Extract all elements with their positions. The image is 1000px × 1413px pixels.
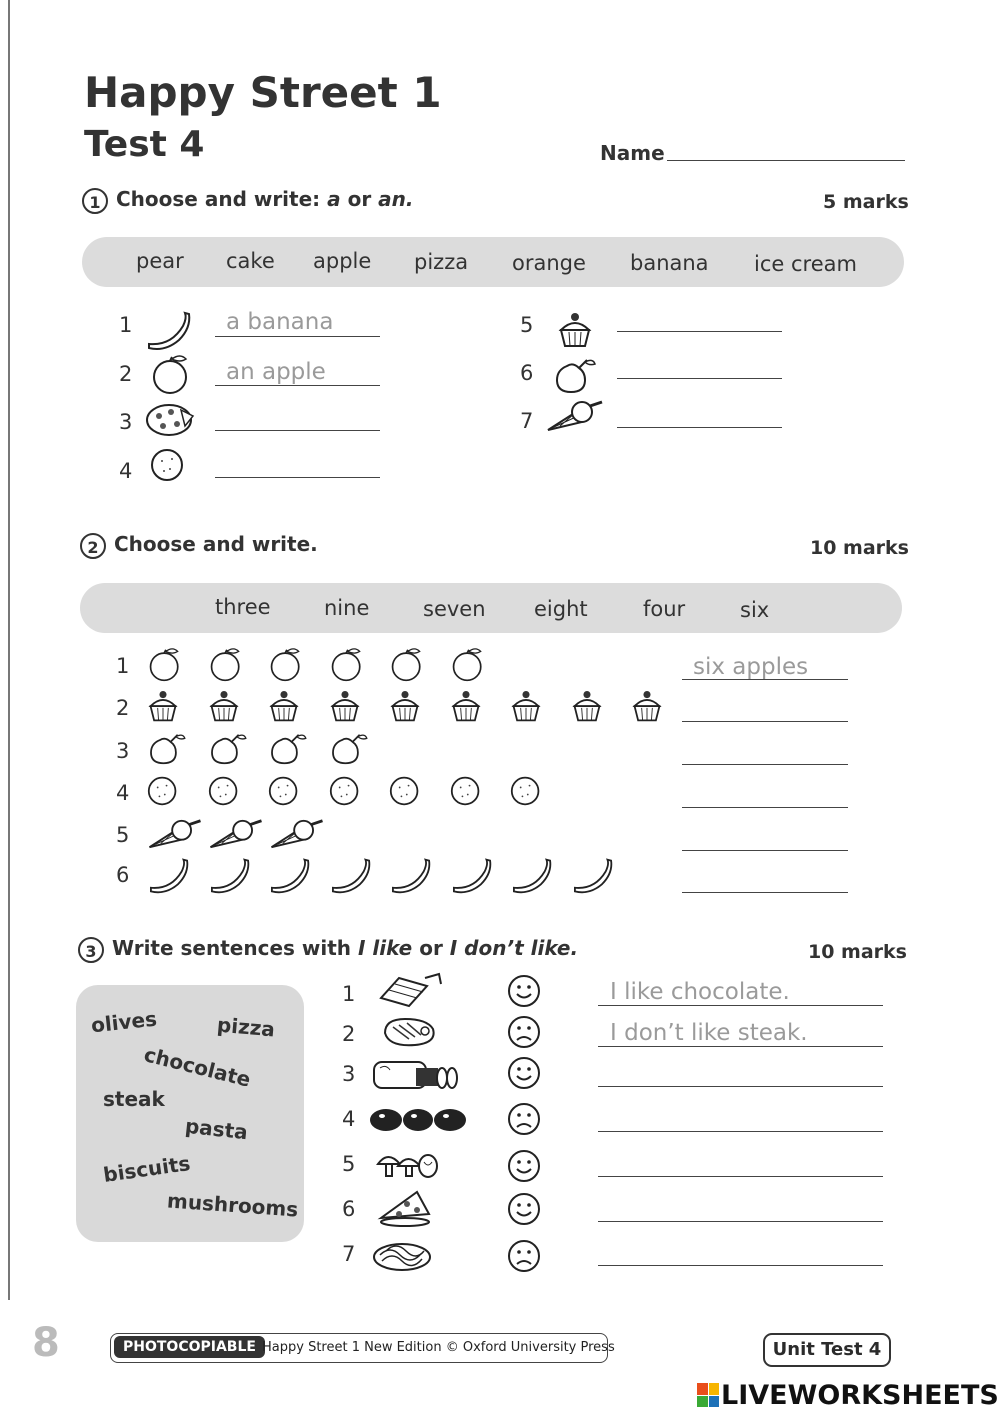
answer-line[interactable] — [617, 331, 782, 332]
sad-face-icon — [507, 1015, 541, 1049]
section3-number: 3 — [78, 937, 104, 963]
word-bank-item: ice cream — [754, 252, 857, 276]
banana-icon — [208, 857, 252, 899]
banana-icon — [389, 857, 433, 899]
answer-line — [682, 679, 848, 680]
word-box-item: olives — [89, 1006, 159, 1038]
answer-line[interactable] — [617, 378, 782, 379]
cake-icon — [557, 312, 593, 350]
answer-line[interactable] — [598, 1221, 883, 1222]
apple-icon — [268, 648, 304, 686]
pear-icon — [208, 733, 248, 769]
section1-heading: 1 Choose and write: a or an. — [82, 187, 414, 214]
word-bank-item: three — [215, 595, 271, 619]
banana-icon — [268, 857, 312, 899]
word-bank-item: pear — [136, 249, 184, 273]
name-input[interactable] — [667, 160, 905, 161]
item-number: 4 — [116, 781, 130, 805]
orange-icon — [147, 775, 179, 811]
banana-icon — [510, 857, 554, 899]
section1-number: 1 — [82, 188, 108, 214]
apple-icon — [147, 648, 183, 686]
answer-line — [215, 385, 380, 386]
item-number: 2 — [342, 1022, 356, 1046]
cake-icon — [268, 690, 300, 728]
answer-field[interactable]: six apples — [693, 654, 809, 680]
page-subtitle: Test 4 — [84, 124, 205, 165]
section2-number: 2 — [80, 533, 106, 559]
banana-icon — [571, 857, 615, 899]
item-number: 3 — [342, 1062, 356, 1086]
answer-line[interactable] — [598, 1086, 883, 1087]
item-number: 2 — [119, 362, 133, 386]
banana-icon — [147, 857, 191, 899]
answer-line[interactable] — [598, 1176, 883, 1177]
orange-icon — [329, 775, 361, 811]
answer-line[interactable] — [215, 477, 380, 478]
answer-line[interactable] — [617, 427, 782, 428]
unit-test-label: Unit Test 4 — [763, 1333, 891, 1367]
item-number: 5 — [520, 313, 534, 337]
answer-field[interactable]: a banana — [226, 309, 334, 335]
apple-icon — [329, 648, 365, 686]
chocolate-icon — [377, 972, 445, 1008]
photocopiable-badge: PHOTOCOPIABLE — [114, 1336, 265, 1358]
liveworksheets-logo[interactable] — [697, 1381, 999, 1409]
apple-icon — [208, 648, 244, 686]
answer-line — [215, 336, 380, 337]
item-number: 5 — [116, 823, 130, 847]
answer-line[interactable] — [598, 1265, 883, 1266]
ice-cream-icon — [546, 398, 604, 434]
item-number: 5 — [342, 1152, 356, 1176]
pizza-icon — [377, 1188, 433, 1228]
ice-cream-icon — [208, 817, 264, 855]
item-number: 1 — [119, 313, 133, 337]
banana-icon — [450, 857, 494, 899]
section3-marks: 10 marks — [808, 941, 907, 963]
word-bank-item: four — [643, 597, 686, 621]
cake-icon — [389, 690, 421, 728]
word-bank-item: apple — [313, 249, 372, 273]
ice-cream-icon — [269, 817, 325, 855]
pasta-icon — [370, 1237, 436, 1273]
item-number: 1 — [342, 982, 356, 1006]
liveworksheets-brand: LIVEWORKSHEETS — [721, 1379, 999, 1411]
ice-cream-icon — [147, 817, 203, 855]
page-title: Happy Street 1 — [84, 68, 442, 117]
happy-face-icon — [507, 974, 541, 1008]
sad-face-icon — [507, 1102, 541, 1136]
item-number: 4 — [119, 459, 133, 483]
liveworksheets-logo-icon — [697, 1383, 719, 1407]
word-box-item: steak — [103, 1087, 165, 1111]
word-bank-item: banana — [630, 251, 709, 275]
answer-field[interactable]: I don’t like steak. — [610, 1020, 808, 1046]
answer-line[interactable] — [682, 850, 848, 851]
name-label: Name — [600, 141, 665, 165]
happy-face-icon — [507, 1149, 541, 1183]
pear-icon — [553, 358, 597, 394]
answer-line — [598, 1046, 883, 1047]
word-bank-item: eight — [534, 597, 588, 621]
pear-icon — [329, 733, 369, 769]
orange-icon — [268, 775, 300, 811]
item-number: 4 — [342, 1107, 356, 1131]
answer-line[interactable] — [682, 764, 848, 765]
page-number: 8 — [32, 1320, 60, 1366]
word-bank-item: seven — [423, 597, 486, 621]
answer-line[interactable] — [598, 1131, 883, 1132]
item-number: 2 — [116, 696, 130, 720]
answer-field[interactable]: I like chocolate. — [610, 979, 790, 1005]
cake-icon — [510, 690, 542, 728]
happy-face-icon — [507, 1056, 541, 1090]
answer-line — [598, 1005, 883, 1006]
cake-icon — [631, 690, 663, 728]
orange-icon — [208, 775, 240, 811]
item-number: 6 — [342, 1197, 356, 1221]
answer-line[interactable] — [682, 807, 848, 808]
answer-field[interactable]: an apple — [226, 359, 326, 385]
word-box-item: pasta — [183, 1113, 249, 1145]
happy-face-icon — [507, 1192, 541, 1226]
item-number: 1 — [116, 654, 130, 678]
pear-icon — [147, 733, 187, 769]
word-bank-item: nine — [324, 596, 370, 620]
olives-icon — [368, 1105, 472, 1135]
item-number: 6 — [520, 361, 534, 385]
biscuits-icon — [372, 1058, 462, 1092]
banana-icon — [329, 857, 373, 899]
section2-marks: 10 marks — [810, 537, 909, 559]
pear-icon — [268, 733, 308, 769]
item-number: 7 — [342, 1242, 356, 1266]
pizza-icon — [145, 402, 195, 438]
cake-icon — [450, 690, 482, 728]
footer-credit: Happy Street 1 New Edition © Oxford University Press — [262, 1340, 615, 1355]
banana-icon — [145, 310, 193, 352]
word-bank-item: pizza — [414, 250, 469, 274]
item-number: 6 — [116, 863, 130, 887]
apple-icon — [450, 648, 486, 686]
item-number: 3 — [119, 410, 133, 434]
cake-icon — [147, 690, 179, 728]
word-bank-item: six — [740, 598, 770, 622]
orange-icon — [150, 447, 186, 483]
answer-line[interactable] — [215, 430, 380, 431]
item-number: 7 — [520, 409, 534, 433]
section1-marks: 5 marks — [823, 191, 909, 213]
section2-word-bank — [80, 583, 902, 633]
orange-icon — [510, 775, 542, 811]
mushrooms-icon — [374, 1150, 440, 1180]
sad-face-icon — [507, 1239, 541, 1273]
section2-heading: 2 Choose and write. — [80, 532, 318, 559]
answer-line[interactable] — [682, 892, 848, 893]
item-number: 3 — [116, 739, 130, 763]
cake-icon — [571, 690, 603, 728]
steak-icon — [381, 1015, 439, 1049]
answer-line[interactable] — [682, 721, 848, 722]
orange-icon — [450, 775, 482, 811]
word-box-item: chocolate — [141, 1042, 254, 1092]
page-edge — [8, 0, 10, 1300]
word-box-item: mushrooms — [166, 1188, 299, 1222]
word-bank-item: cake — [226, 249, 275, 273]
apple-icon — [389, 648, 425, 686]
word-box-item: pizza — [216, 1012, 276, 1042]
cake-icon — [329, 690, 361, 728]
section3-heading: 3 Write sentences with I like or I don’t like. — [78, 936, 578, 963]
word-bank-item: orange — [512, 251, 586, 275]
apple-icon — [150, 355, 192, 395]
cake-icon — [208, 690, 240, 728]
word-box-item: biscuits — [101, 1151, 192, 1187]
orange-icon — [389, 775, 421, 811]
